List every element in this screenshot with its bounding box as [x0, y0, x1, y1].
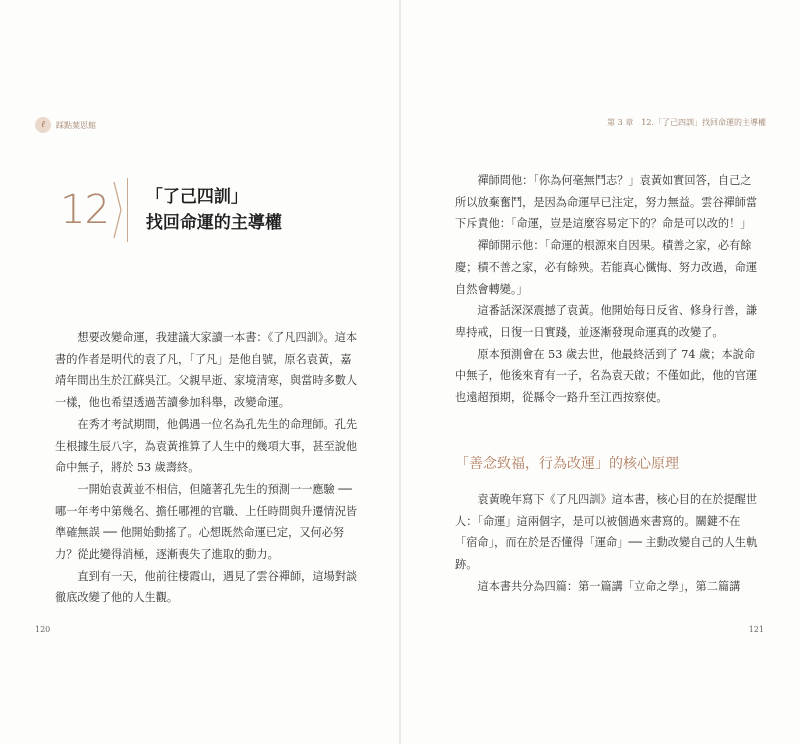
page-number-left: 120 [35, 625, 51, 634]
section-heading: 「善念致福，行為改運」的核心原理 [455, 456, 679, 472]
chevron-right-icon [113, 180, 123, 240]
paragraph: 想要改變命運，我建議大家讀一本書：《了凡四訓》。這本書的作者是明代的袁了凡，「了凡」是他自號，原名袁黃，嘉靖年間出生於江蘇吳江。父親早逝、家境清寒，與當時多數人一樣，他也希望透過苦讀參加科舉，改變命運。 [55, 331, 358, 410]
left-running-head-text: 踩點葉思館 [56, 120, 96, 130]
paragraph: 袁黃晚年寫下《了凡四訓》這本書，核心目的在於提醒世人：「命運」這兩個字，是可以被個過來書寫的。關鍵不在「宿命」，而在於是否懂得「運命」── 主動改變自己的人生軌跡。 [455, 493, 758, 572]
paragraph: 這本書共分為四篇：第一篇講「立命之學」，第二篇講 [477, 579, 741, 593]
paragraph: 在秀才考試期間，他偶遇一位名為孔先生的命理師。孔先生根據生辰八字，為袁黃推算了人生中的幾項大事，甚至說他命中無子，將於 53 歲壽終。 [55, 417, 358, 475]
chapter-divider [127, 178, 128, 242]
right-body-text [455, 170, 761, 409]
right-body-text-continued [455, 489, 761, 598]
paragraph: 這番話深深震撼了袁黃。他開始每日反省、修身行善，謙卑持戒，日復一日實踐，並逐漸發現命運真的改變了。 [455, 304, 758, 339]
paragraph: 禪師開示他：「命運的根源來自因果。積善之家，必有餘慶；積不善之家，必有餘殃。若能真心懺悔、努力改過，命運自然會轉變。」 [455, 239, 758, 296]
chapter-title-line1: 「了己四訓」 [145, 187, 248, 207]
paragraph: 原本預測會在 53 歲去世，他最終活到了 74 歲；本說命中無子，他後來育有一子，名為袁天啟；不僅如此，他的官運也遠超預期，從縣令一路升至江西按察使。 [455, 347, 758, 405]
chapter-number: 12 [60, 187, 109, 233]
right-running-head: 第 3 章 12.「了己四訓」找回命運的主導權 [607, 118, 766, 127]
brand-logo-icon: ℓ [35, 117, 51, 133]
left-running-head [35, 117, 96, 133]
chapter-title [146, 184, 282, 236]
paragraph: 一開始袁黃並不相信，但隨著孔先生的預測一一應驗 ── 哪一年考中第幾名、擔任哪裡的官職、上任時間與升遷情況皆準確無誤 ── 他開始動搖了。心想既然命運已定，又何必努力？從此變得消極，逐漸喪失了進取的動力。 [55, 482, 358, 562]
left-body-text [55, 327, 359, 609]
paragraph: 直到有一天，他前往棲霞山，遇見了雲谷禪師，這場對談徹底改變了他的人生觀。 [55, 569, 358, 605]
paragraph: 禪師問他：「你為何毫無鬥志？」袁黃如實回答，自己之所以放棄奮鬥，是因為命運早已注定，努力無益。雲谷禪師當下斥責他：「命運，豈是這麼容易定下的？命是可以改的！」 [455, 174, 758, 231]
chapter-heading [60, 178, 282, 242]
page-number-right: 121 [748, 625, 764, 634]
chapter-title-line2: 找回命運的主導權 [145, 213, 282, 233]
